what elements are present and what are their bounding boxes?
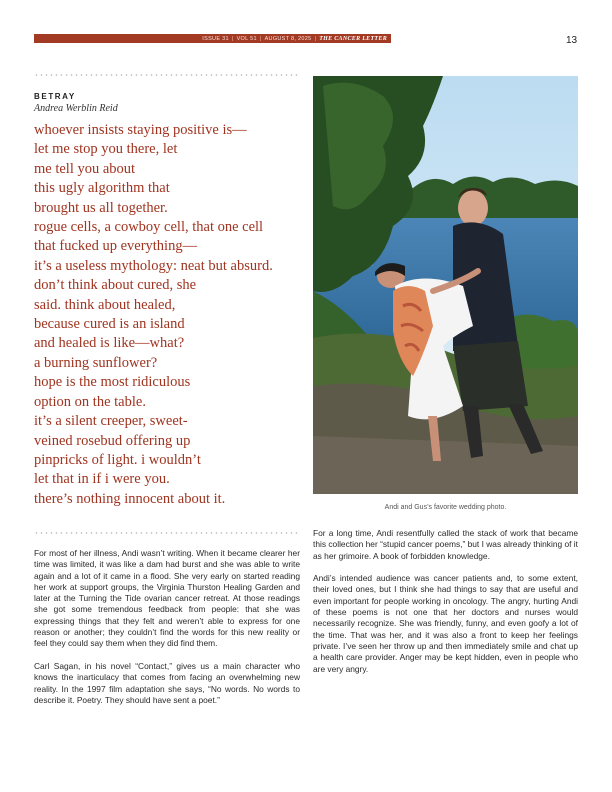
volume-label: VOL 51 [236, 35, 257, 42]
article-paragraph: Andi’s intended audience was cancer patients and, to some extent, their loved ones, but I think she had things to say that are useful and even important for people working in oncology. The angry, hurting Andi of these poems is not one that her doctors and nurses would necessarily recognize. She was friendly, funny, and even goofy a lot of the time. That was her, and it was also a front to keep her feelings private. I’ve seen her throw up and then immediately smile and chat up a health care provider. Anger may be kept hidden, even in people who are very angry. [313, 573, 578, 674]
poem-line: whoever insists staying positive is— [34, 122, 247, 138]
poem-line: said. think about healed, [34, 296, 176, 313]
date-label: AUGUST 8, 2025 [264, 35, 312, 42]
poem-line: option on the table. [34, 393, 146, 410]
poem-line: it’s a useless mythology: neat but absurd. [34, 257, 273, 274]
poem-line: hope is the most ridiculous [34, 374, 191, 391]
poem-line: me tell you about [34, 160, 136, 177]
poem-line: and healed is like—what? [34, 335, 185, 352]
poem-line: because cured is an island [34, 316, 185, 333]
poem-line: veined rosebud offering up [34, 432, 191, 449]
poem-line: that fucked up everything— [34, 238, 198, 255]
poem-author: Andrea Werblin Reid [34, 103, 118, 114]
poem-title: BETRAY [34, 92, 76, 101]
separator-top [34, 74, 300, 76]
poem-line: brought us all together. [34, 199, 168, 216]
article-column-left [34, 548, 300, 717]
poem-body [34, 121, 304, 509]
photo-caption: Andi and Gus’s favorite wedding photo. [384, 504, 507, 511]
poem-line: pinpricks of light. i wouldn’t [34, 451, 201, 468]
poem-line: don’t think about cured, she [34, 277, 197, 294]
separator-bottom [34, 532, 300, 534]
article-paragraph: For a long time, Andi resentfully called the stack of work that became this collection her “stupid cancer poems,” but I was already thinking of it as her grimoire. A book of forbidden knowledge. [313, 528, 578, 561]
poem-line: let that in if i were you. [34, 471, 170, 488]
poem-line: there’s nothing innocent about it. [34, 490, 226, 507]
article-paragraph: For most of her illness, Andi wasn’t writing. When it became clearer her time was limited, it was like a dam had burst and she was able to write again and a lot of it came in a flood. She very early on started reading her work at support groups, the Virginia Thurston Healing Garden and later at the Turning the Tide ovarian cancer retreat. At those readings she got some tremendous feedback from people: that she was expressing things that they felt and weren’t able to express for one reason or another; they couldn’t find the words for this new reality or feel they could say them when they did find them. [34, 548, 300, 649]
running-header-bar [34, 34, 391, 43]
publication-masthead: THE CANCER LETTER [319, 35, 387, 42]
issue-label: ISSUE 31 [202, 35, 229, 42]
article-column-right [313, 528, 578, 686]
poem-line: let me stop you there, let [34, 141, 178, 158]
wedding-photo [313, 76, 578, 494]
poem-line: a burning sunflower? [34, 354, 158, 371]
poem-line: it’s a silent creeper, sweet- [34, 413, 188, 430]
poem-line: rogue cells, a cowboy cell, that one cell [34, 219, 264, 236]
running-header-text: ISSUE 31 | VOL 51 | AUGUST 8, 2025 | THE CANCER LETTER [202, 35, 387, 42]
article-paragraph: Carl Sagan, in his novel “Contact,” gives us a main character who knows the inarticulacy that comes from facing an overwhelming new reality. In the 1997 film adaptation she says, “No words. No words to describe it. Poetry. They should have sent a poet.” [34, 660, 300, 705]
page-number: 13 [566, 35, 578, 46]
poem-line: this ugly algorithm that [34, 180, 170, 197]
